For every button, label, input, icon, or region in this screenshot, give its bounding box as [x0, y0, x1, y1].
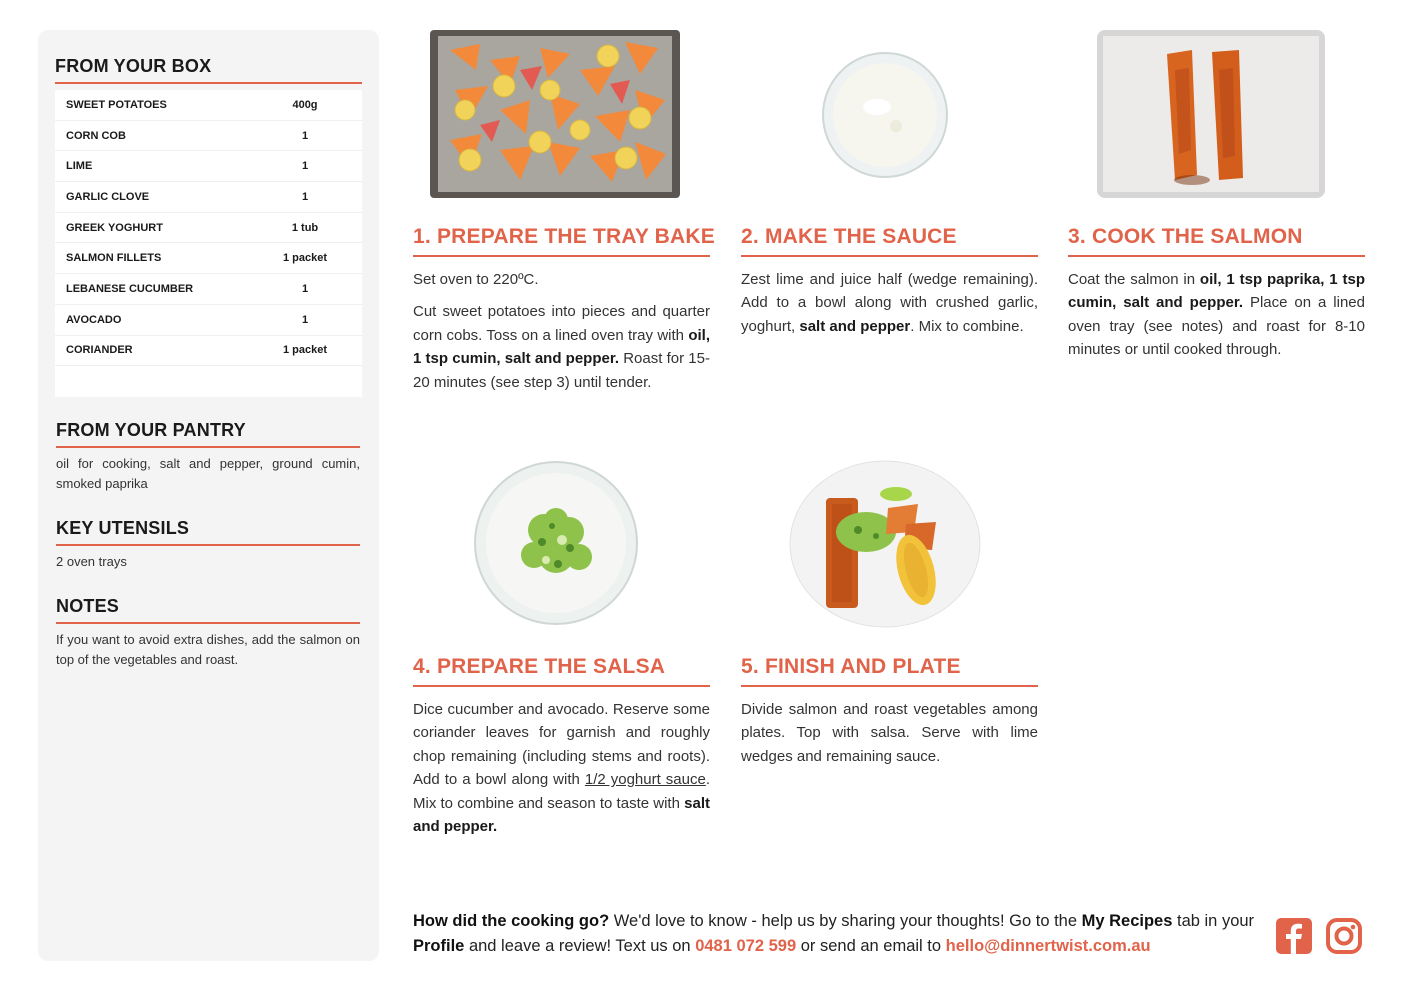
ingredient-qty: 400g — [292, 98, 318, 111]
pantry-text: oil for cooking, salt and pepper, ground cumin, smoked paprika — [56, 456, 360, 491]
ingredient-qty: 1 tub — [291, 221, 319, 234]
plated-dish-photo — [788, 460, 982, 628]
notes-title: NOTES — [56, 596, 120, 616]
notes-text: If you want to avoid extra dishes, add the salmon on top of the vegetables and roast. — [56, 632, 360, 667]
utensils-title: KEY UTENSILS — [56, 518, 190, 538]
ingredient-name: GARLIC CLOVE — [66, 190, 150, 203]
salmon-tray-photo — [1097, 30, 1325, 198]
step4-paragraph — [413, 698, 710, 838]
ingredients-sidebar — [38, 30, 379, 961]
step5-rule — [741, 685, 1038, 687]
footer-text-3: and leave a review! Text us on — [464, 937, 696, 955]
step1-title: 1. PREPARE THE TRAY BAKE — [413, 225, 715, 248]
step1-rule — [413, 255, 710, 257]
ingredient-row — [55, 213, 362, 244]
feedback-footer — [413, 909, 1263, 959]
step2-text-bold: salt and pepper — [799, 317, 911, 335]
step5-title: 5. FINISH AND PLATE — [741, 655, 961, 678]
footer-profile: Profile — [413, 937, 465, 955]
step1-line1: Set oven to 220ºC. — [413, 271, 539, 288]
ingredient-name: SALMON FILLETS — [66, 252, 162, 265]
step2-text-c: . Mix to combine. — [910, 317, 1024, 335]
footer-email-link[interactable]: hello@dinnertwist.com.au — [945, 937, 1151, 955]
step4-text-underlined: 1/2 yoghurt sauce — [584, 771, 706, 789]
instagram-icon[interactable] — [1325, 917, 1363, 955]
tray-bake-photo — [430, 30, 680, 198]
ingredient-name: AVOCADO — [66, 313, 122, 326]
ingredient-qty: 1 — [301, 129, 309, 142]
step5-body — [741, 698, 1038, 777]
salsa-bowl-photo — [474, 460, 638, 626]
ingredient-qty: 1 — [301, 190, 309, 203]
footer-phone-link[interactable]: 0481 072 599 — [695, 937, 797, 955]
step2-title: 2. MAKE THE SAUCE — [741, 225, 957, 248]
step1-body — [413, 268, 710, 403]
ingredient-name: LIME — [66, 160, 93, 173]
ingredient-name: CORIANDER — [66, 344, 133, 357]
step5-paragraph: Divide salmon and roast vegetables among plates. Top with salsa. Serve with lime wedges and remaining sauce. — [741, 701, 1038, 765]
footer-my-recipes: My Recipes — [1081, 912, 1173, 930]
step4-text-a: Dice cucumber and avocado. Reserve some coriander leaves for garnish and roughly chop remaining (including stems and roots). Add to a bowl along with — [413, 701, 710, 789]
ingredient-qty: 1 packet — [282, 252, 328, 265]
ingredient-row — [55, 182, 362, 213]
ingredient-row — [55, 151, 362, 182]
ingredient-table — [55, 90, 362, 397]
box-title-rule — [55, 82, 362, 84]
ingredient-row — [55, 336, 362, 367]
utensils-rule — [56, 544, 360, 546]
ingredient-row — [55, 243, 362, 274]
footer-text-1: We'd love to know - help us by sharing your thoughts! Go to the — [609, 912, 1082, 930]
ingredient-name: LEBANESE CUCUMBER — [66, 282, 194, 295]
pantry-rule — [56, 446, 360, 448]
step4-text-bold: salt and pepper. — [413, 794, 710, 836]
step4-body — [413, 698, 710, 847]
step1-paragraph — [413, 300, 710, 394]
ingredient-row — [55, 121, 362, 152]
step3-body — [1068, 268, 1365, 371]
ingredient-row — [55, 305, 362, 336]
step1-text-bold: oil, 1 tsp cumin, salt and pepper. — [413, 326, 710, 368]
step1-text-a: Cut sweet potatoes into pieces and quarter corn cobs. Toss on a lined oven tray with — [413, 303, 710, 344]
ingredient-qty: 1 — [301, 160, 309, 173]
utensils-text: 2 oven trays — [56, 554, 127, 569]
step3-text-c: Place on a lined oven tray (see notes) and roast for 8-10 minutes or until cooked through. — [1068, 294, 1365, 359]
step3-title: 3. COOK THE SALMON — [1068, 225, 1303, 248]
step2-paragraph — [741, 268, 1038, 338]
footer-text-4: or send an email to — [796, 937, 946, 955]
ingredient-row — [55, 90, 362, 121]
footer-question: How did the cooking go? — [413, 912, 610, 930]
ingredient-qty: 1 — [301, 282, 309, 295]
notes-rule — [56, 622, 360, 624]
ingredient-name: CORN COB — [66, 129, 126, 142]
step3-text-bold: oil, 1 tsp paprika, 1 tsp cumin, salt and pepper. — [1068, 271, 1365, 312]
ingredient-qty: 1 packet — [282, 344, 328, 357]
step1-text-c: Roast for 15-20 minutes (see step 3) until tender. — [413, 350, 710, 391]
step2-body — [741, 268, 1038, 347]
footer-text-2: tab in your — [1172, 912, 1255, 930]
step2-text-a: Zest lime and juice half (wedge remaining). Add to a bowl along with crushed garlic, yoghurt, — [741, 271, 1038, 335]
sauce-bowl-photo — [822, 52, 948, 178]
pantry-title: FROM YOUR PANTRY — [56, 420, 246, 440]
facebook-icon[interactable] — [1275, 917, 1313, 955]
step4-rule — [413, 685, 710, 687]
ingredient-row — [55, 274, 362, 305]
step4-title: 4. PREPARE THE SALSA — [413, 655, 666, 678]
step3-text-a: Coat the salmon in — [1068, 271, 1200, 288]
step4-text-c: . Mix to combine and season to taste with — [413, 771, 710, 812]
box-title: FROM YOUR BOX — [55, 56, 212, 76]
step2-rule — [741, 255, 1038, 257]
step3-rule — [1068, 255, 1365, 257]
ingredient-qty: 1 — [301, 313, 309, 326]
ingredient-name: GREEK YOGHURT — [66, 221, 163, 234]
ingredient-name: SWEET POTATOES — [66, 98, 167, 111]
step3-paragraph — [1068, 268, 1365, 362]
